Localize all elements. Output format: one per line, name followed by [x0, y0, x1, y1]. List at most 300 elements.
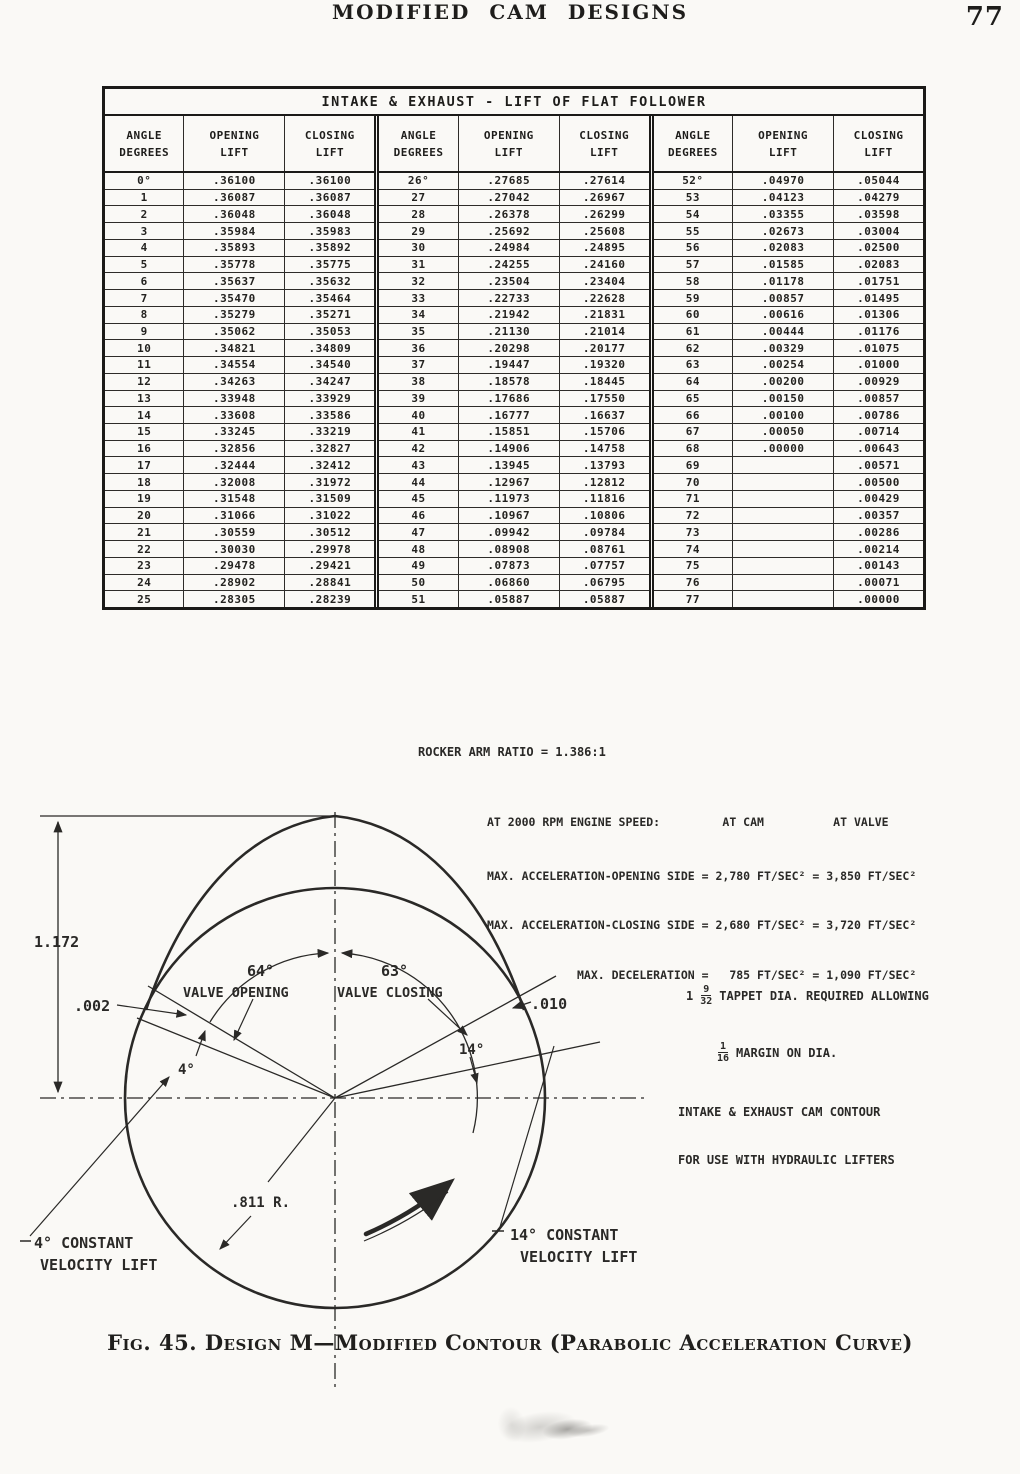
closing-lift-cell: .29978	[308, 542, 352, 556]
opening-lift-cell: .00616	[733, 307, 834, 323]
table-row	[654, 306, 923, 323]
angle-cell: 14	[105, 407, 184, 423]
angle-cell: 55	[654, 223, 733, 239]
table-row	[105, 590, 374, 607]
closing-lift-cell: .00429	[857, 492, 900, 506]
table-row	[654, 523, 923, 540]
angle-cell: 39	[379, 391, 458, 407]
table-row	[654, 339, 923, 356]
closing-lift-cell: .10806	[582, 509, 626, 523]
valve-closing-leader	[428, 999, 467, 1035]
opening-lift-cell: .00200	[733, 374, 834, 390]
closing-lift-cell: .00286	[857, 525, 900, 539]
closing-lift-cell: .09784	[582, 525, 626, 539]
table-row	[105, 440, 374, 457]
angle-cell: 33	[379, 290, 458, 306]
closing-lift-cell: .00929	[857, 375, 900, 389]
angle-cell: 17	[105, 457, 184, 473]
column-header-closing-lift: CLOSING LIFT	[304, 128, 355, 159]
closing-lift-cell: .07757	[582, 559, 626, 573]
opening-lift-cell: .19447	[459, 357, 560, 373]
closing-lift-cell: .05044	[857, 174, 900, 188]
opening-lift-cell: .01178	[733, 273, 834, 289]
opening-lift-cell	[733, 474, 834, 490]
closing-lift-cell: .29421	[308, 559, 352, 573]
opening-angle-label: 64°	[247, 962, 275, 980]
closing-lift-cell: .20177	[582, 341, 626, 355]
opening-lift-cell: .16777	[459, 407, 560, 423]
closing-clearance-label: .010	[531, 995, 568, 1013]
ink-smudge-artifact	[464, 1384, 632, 1474]
table-row	[654, 473, 923, 490]
angle-cell: 57	[654, 257, 733, 273]
table-row	[379, 557, 648, 574]
closing-lift-cell: .01075	[857, 341, 900, 355]
closing-lift-cell: .36048	[308, 207, 352, 221]
angle-cell: 10	[105, 340, 184, 356]
opening-lift-cell: .11973	[459, 491, 560, 507]
closing-lift-cell: .02083	[857, 258, 900, 272]
group-header	[379, 116, 648, 173]
opening-lift-cell: .00857	[733, 290, 834, 306]
opening-lift-cell: .03355	[733, 206, 834, 222]
opening-lift-cell	[733, 457, 834, 473]
table-row	[105, 423, 374, 440]
table-row	[379, 373, 648, 390]
closing-lift-cell: .14758	[582, 442, 626, 456]
table-group-1	[105, 116, 374, 607]
cv-close-label-line2: VELOCITY LIFT	[520, 1248, 638, 1266]
closing-lift-cell: .36087	[308, 191, 352, 205]
closing-lift-cell: .00500	[857, 475, 900, 489]
closing-lift-cell: .26967	[582, 191, 626, 205]
closing-lift-cell: .11816	[582, 492, 626, 506]
base-radius-line	[268, 1098, 335, 1182]
base-radius-label: .811 R.	[231, 1195, 291, 1211]
dim-height-label: 1.172	[34, 933, 80, 951]
opening-lift-cell	[733, 591, 834, 607]
table-row	[379, 490, 648, 507]
cv-open-label-leader	[30, 1077, 169, 1236]
angle-cell: 53	[654, 190, 733, 206]
closing-lift-cell: .32412	[308, 458, 352, 472]
closing-lift-cell: .34247	[308, 375, 352, 389]
angle-cell: 6	[105, 273, 184, 289]
opening-lift-cell: .14906	[459, 441, 560, 457]
table-title: INTAKE & EXHAUST - LIFT OF FLAT FOLLOWER	[105, 89, 923, 116]
opening-lift-cell: .35637	[184, 273, 285, 289]
closing-lift-cell: .04279	[857, 191, 900, 205]
angle-cell: 19	[105, 491, 184, 507]
group-header	[105, 116, 374, 173]
table-row	[105, 323, 374, 340]
angle-cell: 69	[654, 457, 733, 473]
closing-lift-cell: .13793	[582, 458, 626, 472]
angle-cell: 56	[654, 240, 733, 256]
angle-cell: 52°	[654, 173, 733, 189]
angle-cell: 40	[379, 407, 458, 423]
closing-lift-cell: .01751	[857, 274, 900, 288]
angle-cell: 24	[105, 575, 184, 591]
valve-opening-label: VALVE OPENING	[183, 985, 289, 1001]
angle-cell: 35	[379, 324, 458, 340]
angle-cell: 2	[105, 206, 184, 222]
table-row	[105, 473, 374, 490]
table-row	[654, 574, 923, 591]
closing-lift-cell: .36100	[308, 174, 352, 188]
angle-cell: 20	[105, 508, 184, 524]
closing-lift-cell: .28239	[308, 592, 352, 606]
table-row	[105, 456, 374, 473]
table-row	[654, 540, 923, 557]
closing-lift-cell: .06795	[582, 575, 626, 589]
tappet-fraction: $\frac{9}{32}$	[700, 984, 713, 1007]
opening-lift-cell	[733, 491, 834, 507]
column-header-opening-lift: OPENING LIFT	[459, 116, 560, 171]
closing-lift-cell: .35464	[308, 291, 352, 305]
angle-cell: 42	[379, 441, 458, 457]
opening-lift-cell: .00000	[733, 441, 834, 457]
table-row	[654, 272, 923, 289]
angle-cell: 45	[379, 491, 458, 507]
closing-lift-cell: .28841	[308, 575, 352, 589]
table-row	[105, 574, 374, 591]
opening-lift-cell: .23504	[459, 273, 560, 289]
angle-cell: 12	[105, 374, 184, 390]
opening-lift-cell: .15851	[459, 424, 560, 440]
table-row	[379, 306, 648, 323]
column-header-opening-lift: OPENING LIFT	[184, 116, 285, 171]
closing-lift-cell: .19320	[582, 358, 626, 372]
opening-lift-cell: .28305	[184, 591, 285, 607]
angle-cell: 27	[379, 190, 458, 206]
closing-lift-cell: .08761	[582, 542, 626, 556]
angle-cell: 58	[654, 273, 733, 289]
closing-lift-cell: .26299	[582, 207, 626, 221]
table-row	[379, 540, 648, 557]
angle-cell: 71	[654, 491, 733, 507]
angle-cell: 44	[379, 474, 458, 490]
opening-lift-cell: .36048	[184, 206, 285, 222]
closing-lift-cell: .15706	[582, 425, 626, 439]
closing-lift-cell: .00071	[857, 575, 900, 589]
angle-cell: 4	[105, 240, 184, 256]
angle-cell: 66	[654, 407, 733, 423]
table-body	[654, 173, 923, 607]
angle-cell: 51	[379, 591, 458, 607]
opening-lift-cell: .35893	[184, 240, 285, 256]
closing-lift-cell: .01495	[857, 291, 900, 305]
closing-lift-cell: .31022	[308, 509, 352, 523]
angle-cell: 16	[105, 441, 184, 457]
table-row	[654, 205, 923, 222]
acceleration-closing-line: MAX. ACCELERATION-CLOSING SIDE = 2,680 FT/SEC² = 3,720 FT/SEC²	[487, 918, 917, 932]
opening-lift-cell: .00444	[733, 324, 834, 340]
opening-lift-cell	[733, 524, 834, 540]
closing-lift-cell: .01000	[857, 358, 900, 372]
table-row	[654, 323, 923, 340]
column-header-angle: ANGLE DEGREES	[105, 116, 184, 171]
table-row	[105, 239, 374, 256]
opening-lift-cell: .02083	[733, 240, 834, 256]
angle-cell: 18	[105, 474, 184, 490]
opening-lift-cell: .24984	[459, 240, 560, 256]
table-row	[105, 339, 374, 356]
closing-lift-cell: .01306	[857, 308, 900, 322]
angle-cell: 50	[379, 575, 458, 591]
opening-lift-cell: .34554	[184, 357, 285, 373]
angle-cell: 48	[379, 541, 458, 557]
opening-lift-cell: .31548	[184, 491, 285, 507]
opening-lift-cell: .36087	[184, 190, 285, 206]
table-row	[105, 507, 374, 524]
angle-cell: 5	[105, 257, 184, 273]
table-row	[105, 390, 374, 407]
table-group-2	[374, 116, 648, 607]
closing-lift-cell: .00786	[857, 408, 900, 422]
opening-lift-cell: .08908	[459, 541, 560, 557]
tappet-whole-number: 1	[686, 988, 694, 1003]
opening-lift-cell: .30559	[184, 524, 285, 540]
closing-angle-arc	[342, 953, 477, 1133]
closing-lift-cell: .00214	[857, 542, 900, 556]
opening-lift-cell: .21942	[459, 307, 560, 323]
opening-lift-cell: .05887	[459, 591, 560, 607]
table-row	[654, 406, 923, 423]
opening-lift-cell: .35778	[184, 257, 285, 273]
column-header-angle: ANGLE DEGREES	[379, 116, 458, 171]
opening-lift-cell: .35279	[184, 307, 285, 323]
group-header	[654, 116, 923, 173]
closing-lift-cell: .16637	[582, 408, 626, 422]
closing-lift-cell: .00571	[857, 458, 900, 472]
table-row	[379, 390, 648, 407]
angle-cell: 25	[105, 591, 184, 607]
table-row	[379, 440, 648, 457]
table-row	[105, 490, 374, 507]
table-row	[105, 356, 374, 373]
angle-cell: 34	[379, 307, 458, 323]
table-row	[105, 205, 374, 222]
angle-cell: 59	[654, 290, 733, 306]
opening-lift-cell: .34821	[184, 340, 285, 356]
table-row	[379, 289, 648, 306]
opening-clearance-label: .002	[74, 997, 111, 1015]
angle-cell: 8	[105, 307, 184, 323]
angle-cell: 36	[379, 340, 458, 356]
opening-lift-cell: .00254	[733, 357, 834, 373]
angle-cell: 74	[654, 541, 733, 557]
valve-opening-leader	[234, 999, 253, 1040]
closing-lift-cell: .00857	[857, 391, 900, 405]
table-row	[105, 540, 374, 557]
table-row	[379, 574, 648, 591]
table-row	[105, 173, 374, 189]
closing-lift-cell: .22628	[582, 291, 626, 305]
opening-lift-cell: .33245	[184, 424, 285, 440]
angle-cell: 67	[654, 424, 733, 440]
closing-lift-cell: .34809	[308, 341, 352, 355]
cv-close-angle-label: 14°	[459, 1042, 485, 1058]
table-row	[654, 423, 923, 440]
table-row	[654, 507, 923, 524]
acceleration-heading: AT 2000 RPM ENGINE SPEED: AT CAM AT VALVE	[487, 815, 889, 829]
opening-lift-cell: .26378	[459, 206, 560, 222]
rotation-arrow-echo	[364, 1192, 448, 1241]
table-row	[379, 406, 648, 423]
closing-lift-cell: .03598	[857, 207, 900, 221]
opening-lift-cell: .10967	[459, 508, 560, 524]
closing-lift-cell: .33586	[308, 408, 352, 422]
table-row	[654, 456, 923, 473]
closing-lift-cell: .31972	[308, 475, 352, 489]
opening-lift-cell: .04123	[733, 190, 834, 206]
table-row	[105, 189, 374, 206]
closing-lift-cell: .01176	[857, 324, 900, 338]
table-body	[379, 173, 648, 607]
table-row	[379, 205, 648, 222]
opening-lift-cell: .27042	[459, 190, 560, 206]
closing-lift-cell: .00000	[857, 592, 900, 606]
column-header-closing-lift: CLOSING LIFT	[853, 128, 904, 159]
angle-cell: 26°	[379, 173, 458, 189]
angle-cell: 29	[379, 223, 458, 239]
closing-lift-cell: .35775	[308, 258, 352, 272]
angle-cell: 37	[379, 357, 458, 373]
closing-lift-cell: .00714	[857, 425, 900, 439]
opening-lift-cell: .25692	[459, 223, 560, 239]
opening-flank-line-upper	[148, 986, 335, 1098]
angle-cell: 65	[654, 391, 733, 407]
closing-lift-cell: .17550	[582, 391, 626, 405]
table-row	[379, 423, 648, 440]
opening-lift-cell: .34263	[184, 374, 285, 390]
angle-cell: 38	[379, 374, 458, 390]
table-row	[654, 239, 923, 256]
base-radius-arrow	[220, 1216, 251, 1249]
tappet-note-line2	[710, 1041, 929, 1064]
table-row	[379, 173, 648, 189]
opening-lift-cell	[733, 575, 834, 591]
closing-lift-cell: .23404	[582, 274, 626, 288]
closing-lift-cell: .34540	[308, 358, 352, 372]
cam-contour-diagram	[0, 730, 680, 1390]
closing-lift-cell: .12812	[582, 475, 626, 489]
angle-cell: 23	[105, 558, 184, 574]
angle-cell: 32	[379, 273, 458, 289]
angle-cell: 49	[379, 558, 458, 574]
opening-lift-cell: .00050	[733, 424, 834, 440]
closing-lift-cell: .35983	[308, 224, 352, 238]
angle-cell: 1	[105, 190, 184, 206]
table-row	[379, 507, 648, 524]
tappet-note-line1	[686, 984, 929, 1007]
angle-cell: 64	[654, 374, 733, 390]
page-number: 77	[965, 2, 1004, 32]
angle-cell: 77	[654, 591, 733, 607]
opening-lift-cell: .27685	[459, 173, 560, 189]
cv-close-label-line1: 14° CONSTANT	[510, 1226, 619, 1244]
table-row	[379, 189, 648, 206]
closing-lift-cell: .32827	[308, 442, 352, 456]
opening-lift-cell: .09942	[459, 524, 560, 540]
angle-cell: 46	[379, 508, 458, 524]
opening-lift-cell: .18578	[459, 374, 560, 390]
opening-lift-cell: .33608	[184, 407, 285, 423]
angle-cell: 3	[105, 223, 184, 239]
angle-cell: 30	[379, 240, 458, 256]
table-row	[105, 222, 374, 239]
closing-lift-cell: .02500	[857, 241, 900, 255]
angle-cell: 7	[105, 290, 184, 306]
opening-lift-cell: .29478	[184, 558, 285, 574]
table-row	[379, 272, 648, 289]
table-row	[654, 356, 923, 373]
rocker-arm-ratio-note: ROCKER ARM RATIO = 1.386:1	[418, 745, 606, 759]
angle-cell: 21	[105, 524, 184, 540]
angle-cell: 68	[654, 441, 733, 457]
table-row	[654, 557, 923, 574]
cv-open-label-line2: VELOCITY LIFT	[40, 1256, 158, 1274]
closing-lift-cell: .24160	[582, 258, 626, 272]
tappet-diameter-note	[686, 952, 929, 1080]
angle-cell: 60	[654, 307, 733, 323]
angle-cell: 43	[379, 457, 458, 473]
angle-cell: 0°	[105, 173, 184, 189]
opening-lift-cell: .31066	[184, 508, 285, 524]
table-row	[105, 256, 374, 273]
table-row	[379, 339, 648, 356]
opening-lift-cell: .02673	[733, 223, 834, 239]
angle-cell: 11	[105, 357, 184, 373]
closing-lift-cell: .27614	[582, 174, 626, 188]
angle-cell: 22	[105, 541, 184, 557]
table-row	[379, 323, 648, 340]
column-header-closing-lift: CLOSING LIFT	[579, 128, 630, 159]
table-row	[654, 222, 923, 239]
table-row	[379, 523, 648, 540]
cv-open-angle-arrow	[196, 1031, 205, 1056]
opening-lift-cell: .17686	[459, 391, 560, 407]
closing-lift-cell: .25608	[582, 224, 626, 238]
table-row	[379, 456, 648, 473]
closing-lift-cell: .18445	[582, 375, 626, 389]
table-row	[105, 272, 374, 289]
opening-lift-cell: .13945	[459, 457, 560, 473]
angle-cell: 13	[105, 391, 184, 407]
cv-close-label-leader	[500, 1046, 554, 1227]
angle-cell: 62	[654, 340, 733, 356]
closing-lift-cell: .35632	[308, 274, 352, 288]
angle-cell: 54	[654, 206, 733, 222]
opening-lift-cell: .35470	[184, 290, 285, 306]
opening-lift-cell: .36100	[184, 173, 285, 189]
opening-lift-cell: .33948	[184, 391, 285, 407]
opening-lift-cell: .04970	[733, 173, 834, 189]
opening-clearance-leader	[117, 1005, 186, 1015]
closing-lift-cell: .05887	[582, 592, 626, 606]
angle-cell: 72	[654, 508, 733, 524]
closing-lift-cell: .21831	[582, 308, 626, 322]
table-row	[105, 523, 374, 540]
opening-lift-cell: .30030	[184, 541, 285, 557]
table-row	[379, 473, 648, 490]
table-row	[654, 490, 923, 507]
table-row	[105, 557, 374, 574]
angle-cell: 73	[654, 524, 733, 540]
opening-lift-cell: .22733	[459, 290, 560, 306]
angle-cell: 9	[105, 324, 184, 340]
